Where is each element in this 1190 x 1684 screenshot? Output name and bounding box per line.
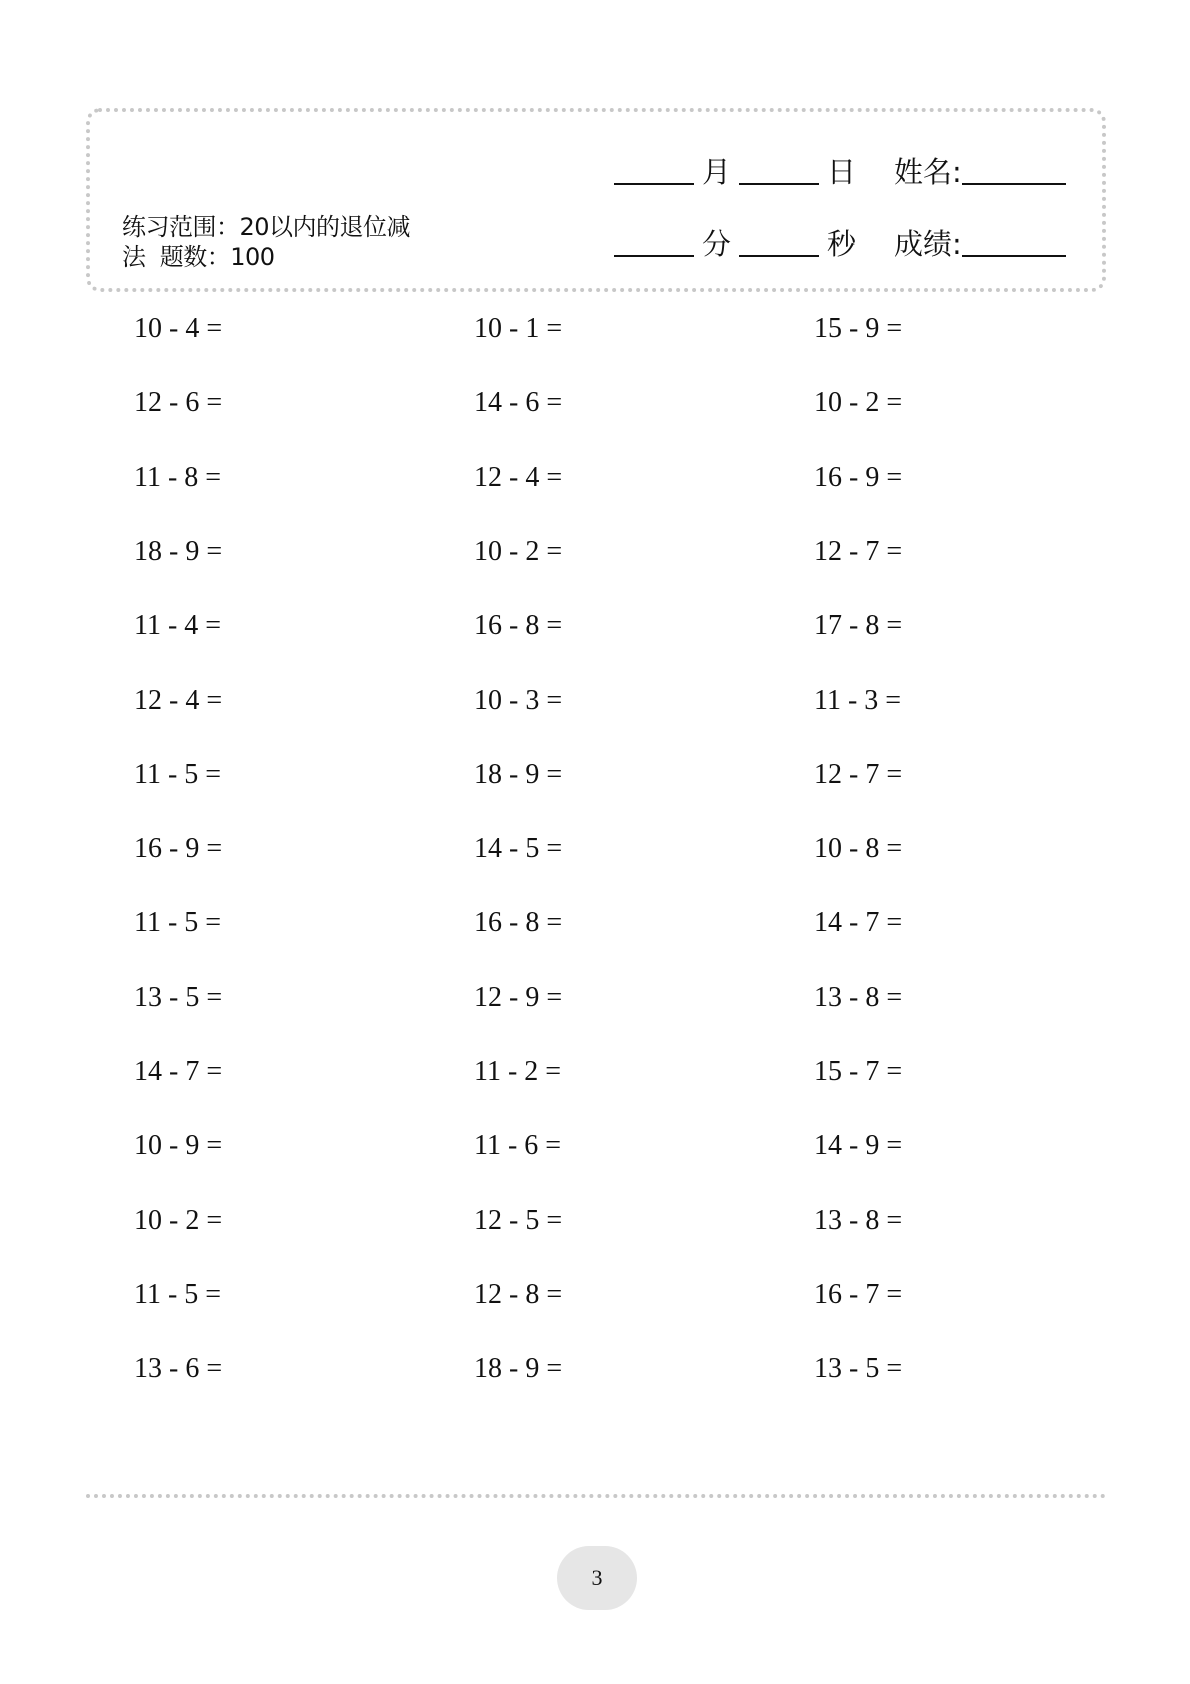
problem-item: 16 - 9 = [134, 833, 223, 865]
page-number: 3 [591, 1565, 603, 1590]
problem-item: 12 - 9 = [474, 981, 563, 1013]
name-label: 姓名: [894, 155, 962, 189]
problem-item: 16 - 7 = [814, 1278, 903, 1310]
problem-item: 12 - 4 = [474, 461, 563, 493]
problem-item: 11 - 2 = [474, 1056, 562, 1087]
problem-item: 11 - 4 = [134, 610, 222, 642]
problem-item: 10 - 3 = [474, 684, 563, 716]
problem-item: 11 - 6 = [474, 1130, 562, 1162]
problem-item: 10 - 4 = [134, 313, 223, 344]
problem-item: 11 - 3 = [814, 684, 902, 716]
problem-item: 12 - 4 = [134, 684, 223, 716]
problem-item: 10 - 2 = [134, 1204, 223, 1236]
problem-item: 15 - 7 = [814, 1056, 903, 1087]
problem-item: 14 - 7 = [814, 907, 903, 939]
problem-item: 12 - 6 = [134, 387, 223, 419]
problem-item: 10 - 8 = [814, 833, 903, 865]
score-label: 成绩: [894, 227, 962, 261]
problem-item: 13 - 8 = [814, 981, 903, 1013]
footer-divider [86, 1494, 1106, 1498]
problem-item: 12 - 7 = [814, 758, 903, 790]
problem-item: 16 - 8 = [474, 907, 563, 939]
problem-item: 18 - 9 = [474, 1353, 563, 1385]
problem-item: 12 - 7 = [814, 535, 903, 567]
problem-item: 11 - 8 = [134, 461, 222, 493]
problem-item: 16 - 9 = [814, 461, 903, 493]
problem-item: 14 - 9 = [814, 1130, 903, 1162]
problem-item: 17 - 8 = [814, 610, 903, 642]
minute-label: 分 [702, 227, 732, 261]
problem-item: 12 - 5 = [474, 1204, 563, 1236]
problem-item: 10 - 9 = [134, 1130, 223, 1162]
problem-item: 14 - 7 = [134, 1056, 223, 1087]
day-label: 日 [827, 155, 857, 189]
problem-item: 15 - 9 = [814, 313, 903, 344]
practice-range-text: 练习范围：20以内的退位减 [122, 213, 411, 241]
problem-item: 10 - 2 = [814, 387, 903, 419]
problem-item: 18 - 9 = [474, 758, 563, 790]
problem-item: 16 - 8 = [474, 610, 563, 642]
problem-item: 11 - 5 = [134, 907, 222, 939]
problem-item: 13 - 5 = [814, 1353, 903, 1385]
problem-item: 10 - 1 = [474, 313, 563, 344]
problem-item: 11 - 5 = [134, 1278, 222, 1310]
problem-item: 13 - 6 = [134, 1353, 223, 1385]
problem-item: 14 - 6 = [474, 387, 563, 419]
second-label: 秒 [827, 227, 857, 261]
problem-count-text: 法 题数：100 [122, 243, 275, 271]
problem-item: 13 - 8 = [814, 1204, 903, 1236]
problem-item: 11 - 5 = [134, 758, 222, 790]
problem-item: 18 - 9 = [134, 535, 223, 567]
problem-item: 12 - 8 = [474, 1278, 563, 1310]
problem-item: 10 - 2 = [474, 535, 563, 567]
month-label: 月 [702, 155, 732, 189]
problem-item: 13 - 5 = [134, 981, 223, 1013]
problem-item: 14 - 5 = [474, 833, 563, 865]
page-number-badge [557, 1546, 637, 1610]
